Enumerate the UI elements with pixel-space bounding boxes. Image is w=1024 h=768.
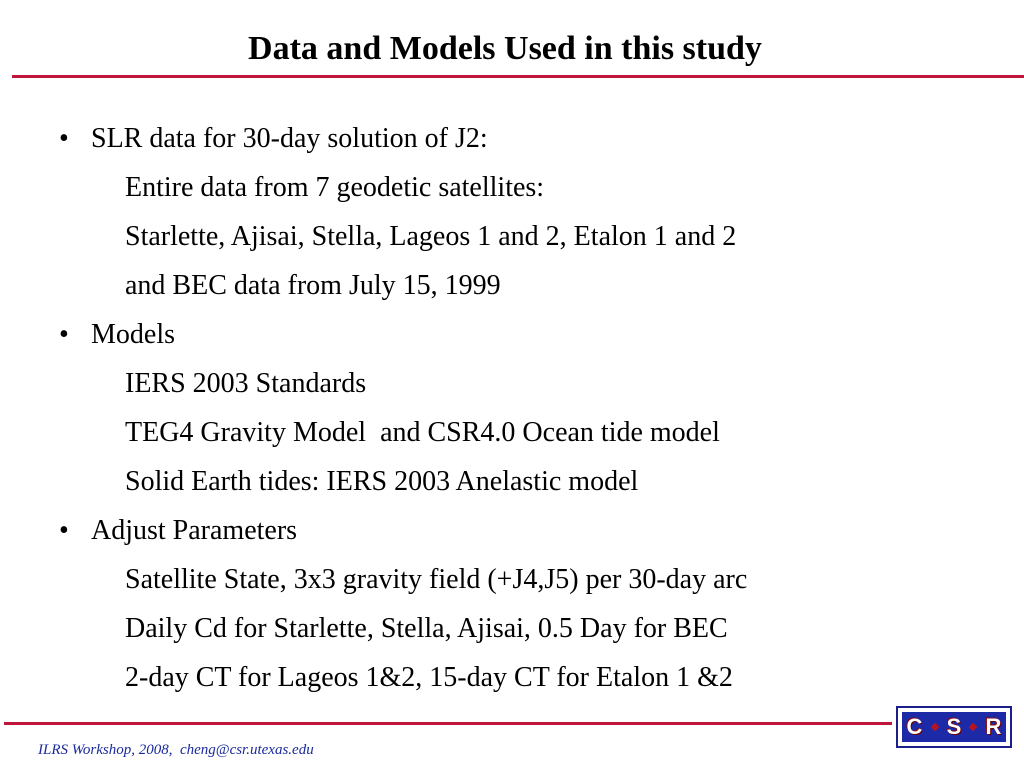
bullet-marker: • [59,515,69,546]
footer-text: ILRS Workshop, 2008, cheng@csr.utexas.edu [38,742,314,758]
sub-item: TEG4 Gravity Model and CSR4.0 Ocean tide model [125,417,720,448]
bullet-marker: • [59,123,69,154]
sub-item: and BEC data from July 15, 1999 [125,270,501,301]
csr-logo [896,706,1012,748]
footer-divider [4,722,892,725]
logo-diamond-icon [930,723,938,731]
logo-letter: R [985,714,1002,739]
sub-item: Entire data from 7 geodetic satellites: [125,172,545,203]
bullet-adjust-parameters: Adjust Parameters [91,515,298,546]
bullet-slr-data: SLR data for 30-day solution of J2: [91,123,488,154]
sub-item: Daily Cd for Starlette, Stella, Ajisai, 0.5 Day for BEC [125,613,728,644]
sub-item: 2-day CT for Lageos 1&2, 15-day CT for Etalon 1 &2 [125,662,733,693]
sub-item: Satellite State, 3x3 gravity field (+J4,J5) per 30-day arc [125,564,748,595]
title-divider [12,75,1024,78]
logo-letter: C [906,714,923,739]
slide-title: Data and Models Used in this study [248,30,762,67]
sub-item: Solid Earth tides: IERS 2003 Anelastic model [125,466,639,497]
sub-item: IERS 2003 Standards [125,368,367,399]
bullet-models: Models [91,319,175,350]
bullet-marker: • [59,319,69,350]
sub-item: Starlette, Ajisai, Stella, Lageos 1 and 2, Etalon 1 and 2 [125,221,737,252]
logo-letter: S [946,714,962,739]
logo-plate [902,712,1006,742]
logo-diamond-icon [969,723,977,731]
